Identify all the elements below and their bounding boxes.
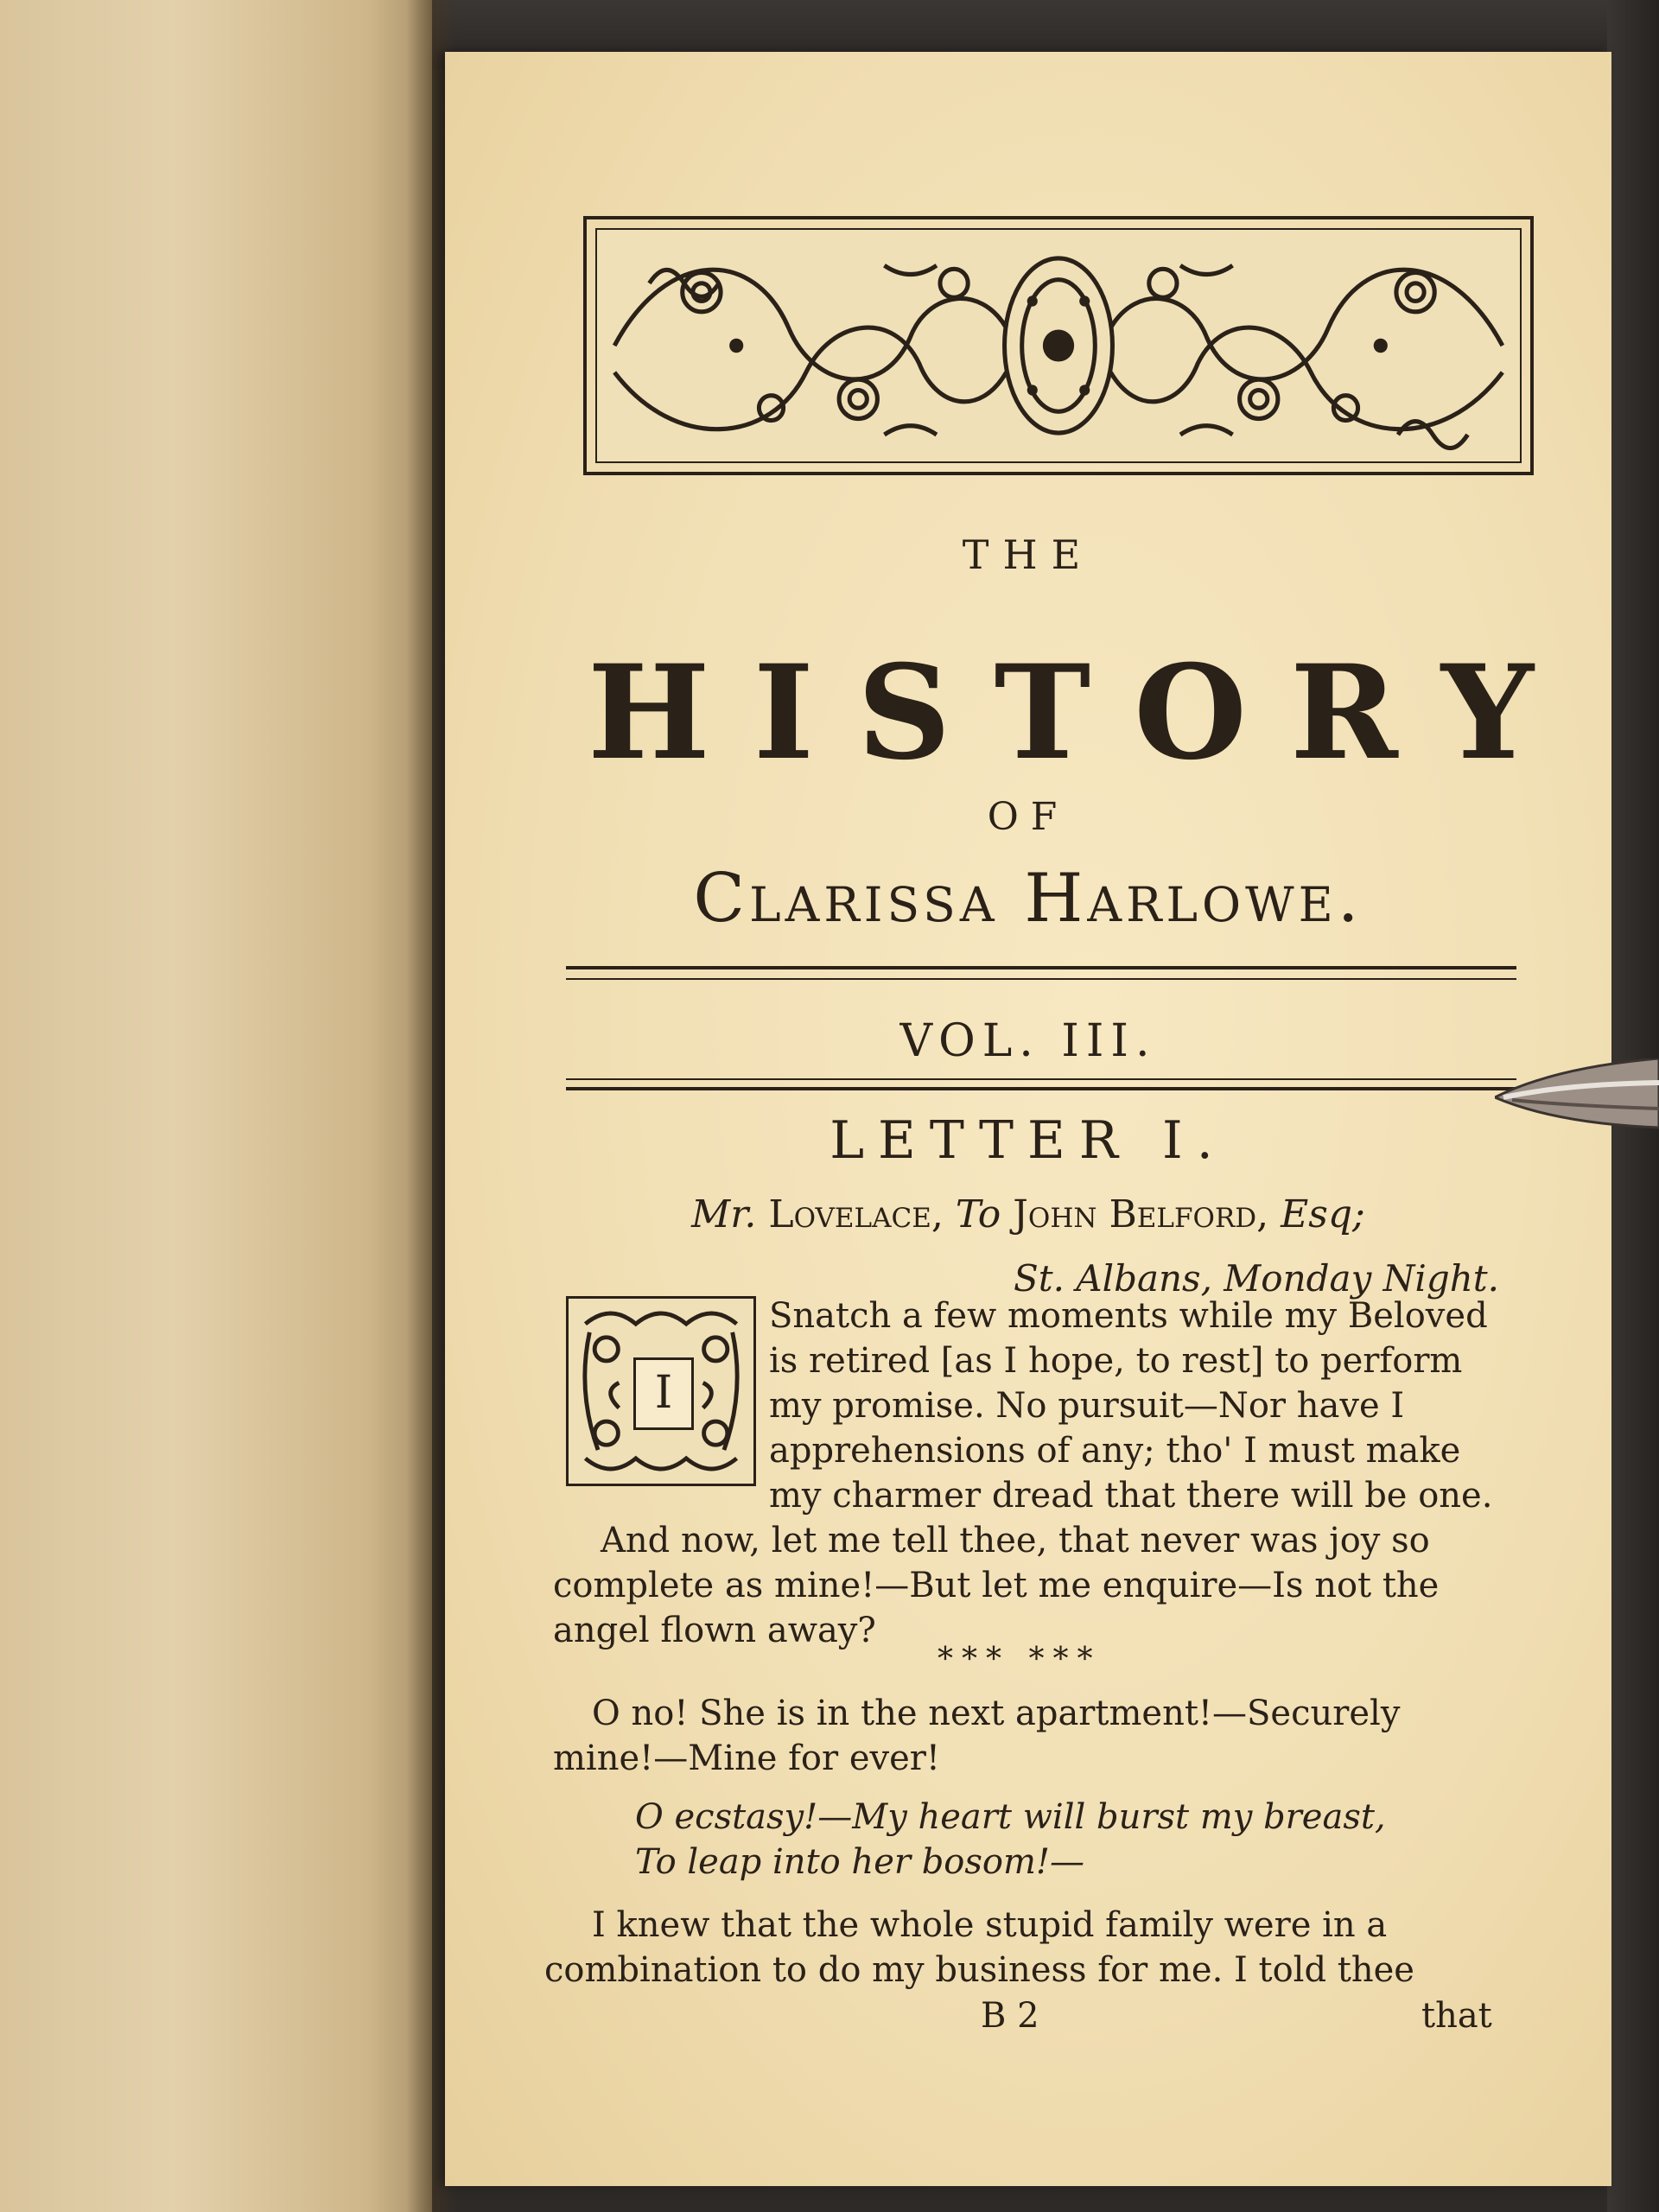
address-suffix: Esq; [1281,1192,1365,1236]
address-recipient: John Belford, [1013,1192,1269,1236]
text-line: my promise. No pursuit—Nor have I [769,1386,1405,1426]
rule-bottom-thin [566,1078,1516,1080]
title-history-letter: T [994,637,1091,789]
letter-address [445,1192,1611,1236]
rule-top-thin [566,978,1516,980]
title-history-letter: I [753,637,815,789]
title-history-letter: H [588,637,710,789]
address-prefix: Mr. [691,1192,757,1236]
title-history-letter: Y [1440,637,1534,789]
title-name: Clarissa Harlowe. [693,860,1363,938]
rule-bottom [566,1087,1516,1090]
verse-line: O ecstasy!—My heart will burst my breast, [635,1797,1386,1837]
left-endpaper [0,0,432,2212]
catchword: that [1421,1996,1492,2036]
text-line: angel flown away? [553,1611,876,1650]
text-line: my charmer dread that there will be one. [769,1476,1493,1516]
headpiece-ornament [583,216,1534,475]
page-holder-pen-icon [1495,1058,1659,1136]
title-history-letter: S [857,637,951,789]
text-line: apprehensions of any; tho' I must make [769,1431,1461,1471]
signature-mark: B 2 [981,1996,1039,2036]
text-line: mine!—Mine for ever! [553,1738,940,1778]
floral-ornament-icon [595,228,1522,463]
dateline: St. Albans, Monday Night. [1013,1257,1499,1300]
title-history [588,637,1534,789]
rule-top [566,966,1516,969]
title-history-letter: R [1290,637,1398,789]
printed-page [445,52,1611,2186]
asterism: *** *** [938,1642,1102,1677]
volume-number: VOL. III. [899,1015,1157,1067]
text-line: is retired [as I hope, to rest] to perform [769,1341,1463,1381]
text-line: Snatch a few moments while my Beloved [769,1296,1488,1336]
address-to: To [955,1192,1001,1236]
decorated-initial [566,1296,756,1486]
title-the: THE [962,531,1095,578]
title-of: OF [987,795,1070,839]
text-line: combination to do my business for me. I told thee [544,1950,1414,1990]
address-from: Lovelace, [768,1192,944,1236]
verse-line: To leap into her bosom!— [635,1842,1084,1882]
dropcap-letter: I [633,1357,694,1430]
letter-heading: LETTER I. [830,1110,1227,1171]
title-history-letter: O [1134,637,1247,789]
text-line: complete as mine!—But let me enquire—Is not the [553,1566,1440,1605]
text-line: O no! She is in the next apartment!—Securely [592,1694,1401,1733]
text-line: I knew that the whole stupid family were in a [592,1905,1388,1945]
text-line: And now, let me tell thee, that never was joy so [601,1521,1430,1560]
